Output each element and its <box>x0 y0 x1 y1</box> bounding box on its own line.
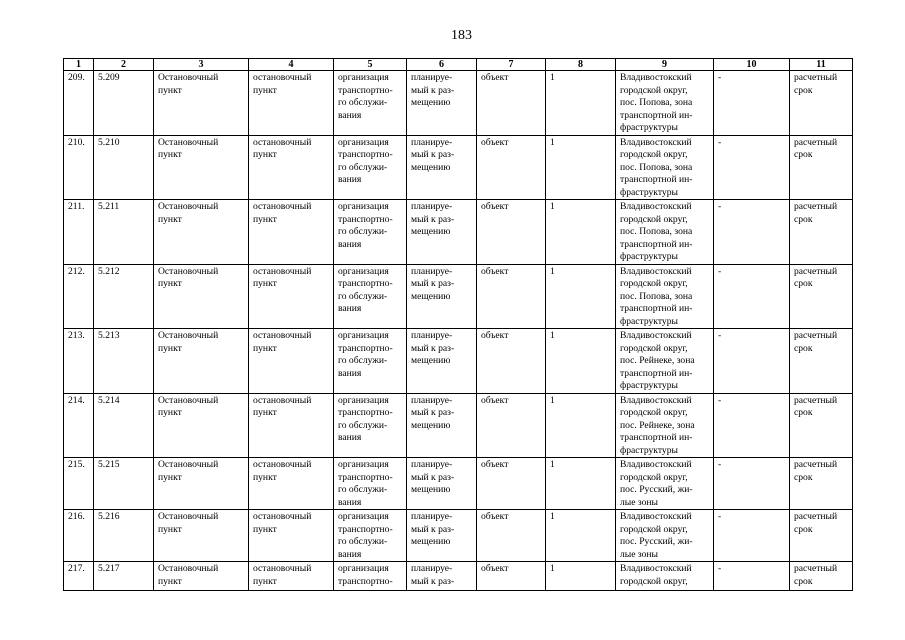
table-cell: объект <box>477 393 546 458</box>
table-row <box>64 135 853 200</box>
table-row <box>64 562 853 591</box>
table-cell: Владивостокский городской округ, пос. Рейнеке, зона транспортной ин- фраструктуры <box>616 393 714 458</box>
column-header: 8 <box>546 59 616 71</box>
table-cell: планируе- мый к раз- мещению <box>407 71 477 136</box>
column-header: 11 <box>790 59 853 71</box>
table-cell: Владивостокский городской округ, <box>616 562 714 591</box>
table-cell: 1 <box>546 329 616 394</box>
table-cell: 1 <box>546 562 616 591</box>
table-row <box>64 200 853 265</box>
header-row <box>64 59 853 71</box>
column-header: 5 <box>334 59 407 71</box>
table-cell: - <box>714 135 790 200</box>
table-cell: 215. <box>64 458 94 510</box>
data-table <box>63 58 853 591</box>
table-cell: остановочный пункт <box>249 510 334 562</box>
column-header: 7 <box>477 59 546 71</box>
table-cell: - <box>714 71 790 136</box>
column-header: 2 <box>94 59 154 71</box>
table-body <box>64 71 853 591</box>
table-cell: Остановочный пункт <box>154 135 249 200</box>
table-row <box>64 393 853 458</box>
table-cell: планируе- мый к раз- мещению <box>407 510 477 562</box>
table-cell: 209. <box>64 71 94 136</box>
table-cell: объект <box>477 264 546 329</box>
table-cell: Остановочный пункт <box>154 264 249 329</box>
table-cell: 217. <box>64 562 94 591</box>
table-cell: 5.215 <box>94 458 154 510</box>
table-cell: 213. <box>64 329 94 394</box>
table-cell: организация транспортно- го обслужи- вания <box>334 264 407 329</box>
table-cell: расчетный срок <box>790 329 853 394</box>
table-cell: планируе- мый к раз- мещению <box>407 393 477 458</box>
table-cell: Владивостокский городской округ, пос. Попова, зона транспортной ин- фраструктуры <box>616 135 714 200</box>
table-cell: планируе- мый к раз- мещению <box>407 135 477 200</box>
column-header: 9 <box>616 59 714 71</box>
table-cell: Владивостокский городской округ, пос. Попова, зона транспортной ин- фраструктуры <box>616 200 714 265</box>
table-cell: остановочный пункт <box>249 329 334 394</box>
table-cell: - <box>714 200 790 265</box>
table-row <box>64 71 853 136</box>
table-row <box>64 510 853 562</box>
table-cell: остановочный пункт <box>249 135 334 200</box>
table-cell: 5.213 <box>94 329 154 394</box>
table-cell: объект <box>477 200 546 265</box>
table-cell: 1 <box>546 458 616 510</box>
column-header: 4 <box>249 59 334 71</box>
table-cell: - <box>714 510 790 562</box>
table-cell: - <box>714 393 790 458</box>
table-cell: Остановочный пункт <box>154 393 249 458</box>
table-cell: 216. <box>64 510 94 562</box>
table-cell: объект <box>477 510 546 562</box>
table-cell: расчетный срок <box>790 458 853 510</box>
table-cell: организация транспортно- <box>334 562 407 591</box>
table-cell: Владивостокский городской округ, пос. Рейнеке, зона транспортной ин- фраструктуры <box>616 329 714 394</box>
table-cell: 5.216 <box>94 510 154 562</box>
table-cell: 1 <box>546 510 616 562</box>
table-cell: 1 <box>546 264 616 329</box>
table-cell: 5.210 <box>94 135 154 200</box>
column-header: 6 <box>407 59 477 71</box>
table-row <box>64 329 853 394</box>
table-cell: 5.212 <box>94 264 154 329</box>
table-cell: - <box>714 458 790 510</box>
table-cell: Владивостокский городской округ, пос. Русский, жи- лые зоны <box>616 458 714 510</box>
table-cell: организация транспортно- го обслужи- вания <box>334 329 407 394</box>
table-cell: организация транспортно- го обслужи- вания <box>334 135 407 200</box>
table-cell: объект <box>477 329 546 394</box>
table-cell: 1 <box>546 135 616 200</box>
table-cell: организация транспортно- го обслужи- вания <box>334 510 407 562</box>
table-cell: планируе- мый к раз- мещению <box>407 458 477 510</box>
column-header: 1 <box>64 59 94 71</box>
table-cell: организация транспортно- го обслужи- вания <box>334 200 407 265</box>
table-cell: 5.217 <box>94 562 154 591</box>
table-cell: 1 <box>546 200 616 265</box>
table-cell: - <box>714 264 790 329</box>
table-cell: 5.209 <box>94 71 154 136</box>
table-row <box>64 458 853 510</box>
table-cell: Владивостокский городской округ, пос. Русский, жи- лые зоны <box>616 510 714 562</box>
column-header: 3 <box>154 59 249 71</box>
table-cell: - <box>714 329 790 394</box>
table-cell: 1 <box>546 71 616 136</box>
table-cell: организация транспортно- го обслужи- вания <box>334 458 407 510</box>
table-cell: расчетный срок <box>790 200 853 265</box>
table-row <box>64 264 853 329</box>
table-cell: организация транспортно- го обслужи- вания <box>334 71 407 136</box>
table-header <box>64 59 853 71</box>
column-header: 10 <box>714 59 790 71</box>
table-cell: - <box>714 562 790 591</box>
table-cell: Владивостокский городской округ, пос. Попова, зона транспортной ин- фраструктуры <box>616 71 714 136</box>
table-cell: Остановочный пункт <box>154 71 249 136</box>
table-cell: Остановочный пункт <box>154 562 249 591</box>
table-cell: объект <box>477 458 546 510</box>
table-cell: 211. <box>64 200 94 265</box>
table-cell: остановочный пункт <box>249 200 334 265</box>
table-cell: 214. <box>64 393 94 458</box>
table-cell: Остановочный пункт <box>154 510 249 562</box>
table-cell: 5.214 <box>94 393 154 458</box>
table-cell: расчетный срок <box>790 264 853 329</box>
table-cell: расчетный срок <box>790 71 853 136</box>
table-cell: 212. <box>64 264 94 329</box>
table-cell: объект <box>477 562 546 591</box>
table-cell: Владивостокский городской округ, пос. Попова, зона транспортной ин- фраструктуры <box>616 264 714 329</box>
table-cell: планируе- мый к раз- мещению <box>407 200 477 265</box>
table-cell: планируе- мый к раз- <box>407 562 477 591</box>
table-cell: 210. <box>64 135 94 200</box>
table-cell: организация транспортно- го обслужи- вания <box>334 393 407 458</box>
table-cell: 1 <box>546 393 616 458</box>
table-cell: объект <box>477 135 546 200</box>
table-cell: 5.211 <box>94 200 154 265</box>
table-cell: объект <box>477 71 546 136</box>
table-cell: остановочный пункт <box>249 71 334 136</box>
table-cell: остановочный пункт <box>249 393 334 458</box>
table-cell: Остановочный пункт <box>154 200 249 265</box>
table-cell: расчетный срок <box>790 562 853 591</box>
table-cell: расчетный срок <box>790 510 853 562</box>
page-number: 183 <box>451 28 472 43</box>
table-cell: планируе- мый к раз- мещению <box>407 264 477 329</box>
table-cell: расчетный срок <box>790 393 853 458</box>
table-cell: планируе- мый к раз- мещению <box>407 329 477 394</box>
table-cell: Остановочный пункт <box>154 458 249 510</box>
table-cell: остановочный пункт <box>249 264 334 329</box>
table-cell: остановочный пункт <box>249 458 334 510</box>
table-cell: расчетный срок <box>790 135 853 200</box>
table-cell: Остановочный пункт <box>154 329 249 394</box>
table-cell: остановочный пункт <box>249 562 334 591</box>
